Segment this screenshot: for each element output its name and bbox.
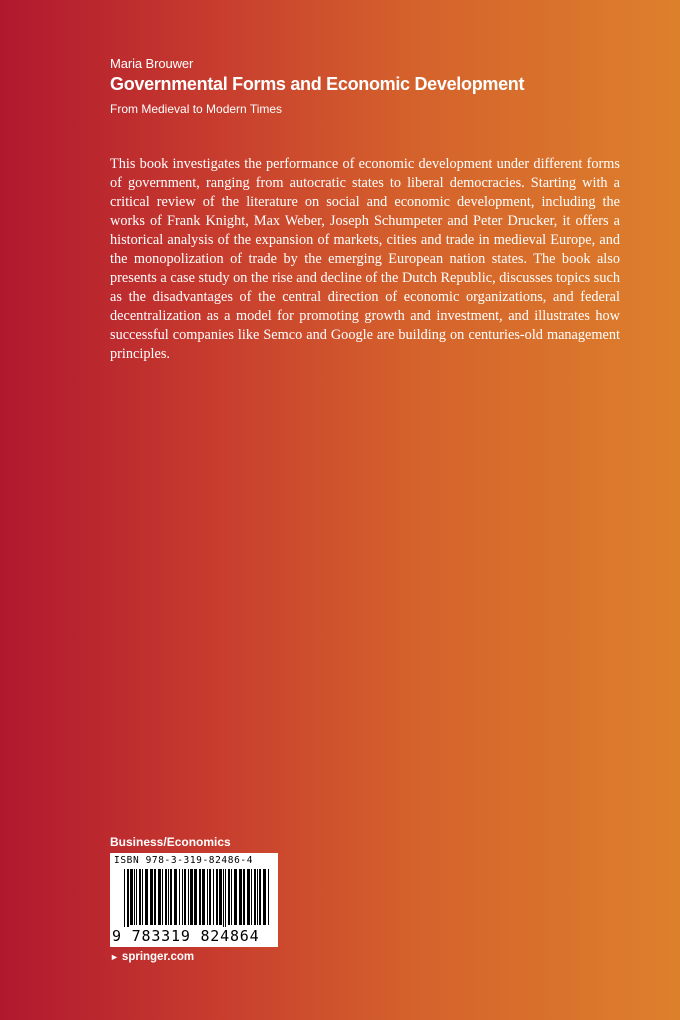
publisher-link[interactable] bbox=[110, 951, 194, 963]
barcode-bar bbox=[168, 869, 169, 925]
barcode bbox=[110, 853, 278, 947]
barcode-bar bbox=[239, 869, 242, 925]
barcode-bar bbox=[247, 869, 250, 925]
book-description: This book investigates the performance of economic development under different forms of government, ranging from autocratic states to liberal democracies. Starting with a critical review of the literature on social and economic development, including the works of Frank Knight, Max Weber, Joseph Schumpeter and Peter Drucker, it offers a historical analysis of the expansion of markets, cities and trade in medieval Europe, and the monopolization of trade by the emerging European nation states. The book also presents a case study on the rise and decline of the Dutch Republic, discusses topics such as the disadvantages of the central direction of economic organizations, and federal decentralization as a model for promoting growth and investment, and illustrates how successful companies like Semco and Google are building on centuries-old management principles. bbox=[110, 156, 620, 362]
barcode-bar bbox=[184, 869, 186, 925]
barcode-bar bbox=[158, 869, 161, 925]
barcode-bar bbox=[165, 869, 167, 925]
barcode-bar bbox=[209, 869, 211, 925]
barcode-bar bbox=[213, 869, 214, 925]
barcode-bar bbox=[225, 869, 226, 927]
barcode-bar bbox=[194, 869, 197, 925]
author-name: Maria Brouwer bbox=[110, 56, 194, 71]
barcode-bar bbox=[199, 869, 201, 925]
barcode-bar bbox=[257, 869, 258, 925]
barcode-bar bbox=[145, 869, 148, 925]
barcode-bar bbox=[228, 869, 230, 925]
barcode-bar bbox=[188, 869, 189, 925]
barcode-bars bbox=[110, 869, 278, 927]
isbn-text: ISBN 978-3-319-82486-4 bbox=[114, 855, 254, 866]
barcode-bar bbox=[179, 869, 180, 925]
barcode-bar bbox=[202, 869, 205, 925]
barcode-bar bbox=[251, 869, 252, 925]
ean-digits: 9 783319 824864 bbox=[112, 927, 260, 945]
barcode-bar bbox=[142, 869, 143, 925]
barcode-bar bbox=[259, 869, 261, 925]
barcode-bar bbox=[219, 869, 222, 925]
arrow-right-icon: ► bbox=[110, 952, 119, 962]
barcode-bar bbox=[154, 869, 156, 925]
barcode-bar bbox=[263, 869, 266, 925]
barcode-bar bbox=[136, 869, 137, 925]
barcode-bar bbox=[190, 869, 193, 925]
barcode-bar bbox=[207, 869, 208, 925]
barcode-bar bbox=[216, 869, 218, 925]
subject-category: Business/Economics bbox=[110, 835, 231, 849]
barcode-bar bbox=[268, 869, 269, 925]
barcode-bar bbox=[130, 869, 133, 925]
barcode-bar bbox=[182, 869, 183, 925]
barcode-bar bbox=[223, 869, 224, 927]
publisher-url: springer.com bbox=[121, 951, 195, 963]
barcode-bar bbox=[150, 869, 153, 925]
barcode-bar bbox=[234, 869, 237, 925]
barcode-bar bbox=[139, 869, 141, 925]
barcode-bar bbox=[254, 869, 256, 925]
barcode-bar bbox=[124, 869, 125, 927]
barcode-bar bbox=[231, 869, 232, 925]
book-subtitle: From Medieval to Modern Times bbox=[110, 102, 283, 116]
barcode-bar bbox=[170, 869, 172, 925]
barcode-bar bbox=[127, 869, 129, 927]
barcode-bar bbox=[134, 869, 135, 925]
book-title: Governmental Forms and Economic Development bbox=[110, 74, 525, 94]
barcode-bar bbox=[162, 869, 163, 925]
barcode-bar bbox=[174, 869, 177, 925]
barcode-bar bbox=[243, 869, 245, 925]
